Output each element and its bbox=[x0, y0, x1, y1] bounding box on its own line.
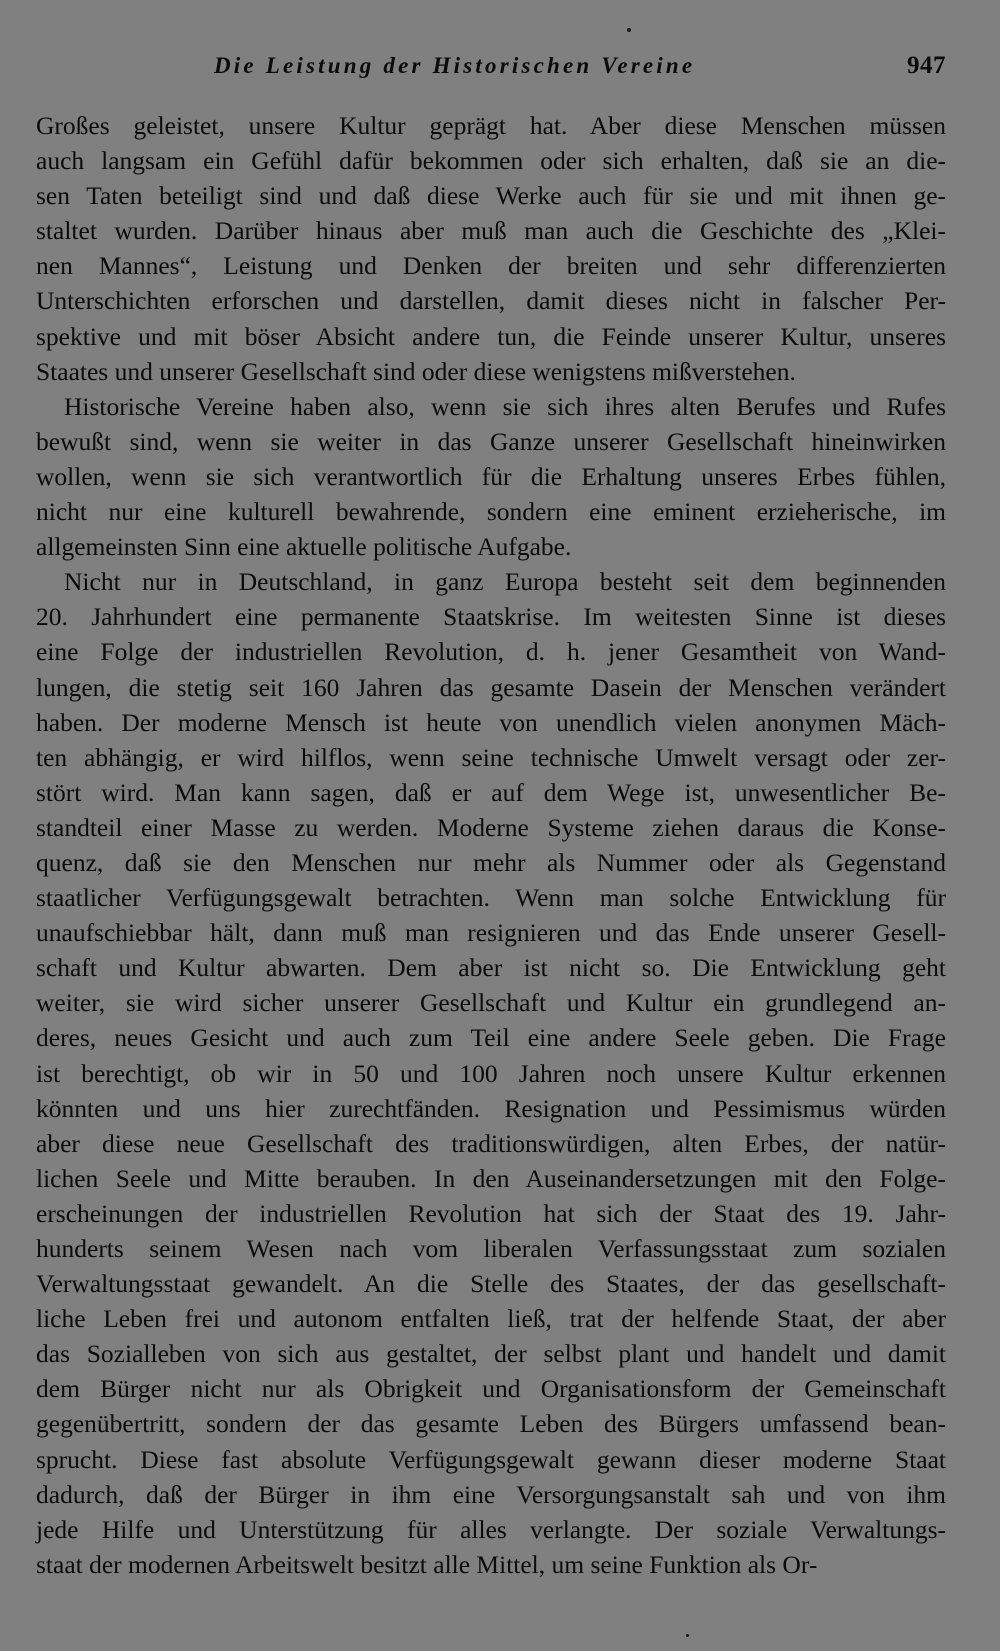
print-speck bbox=[686, 1634, 689, 1637]
text-line: Staates und unserer Gesellschaft sind oder diese wenigstens mißverstehen. bbox=[36, 356, 796, 386]
text-line: ist berechtigt, ob wir in 50 und 100 Jahren noch unsere Kultur erkennen bbox=[36, 1058, 946, 1088]
text-line: unaufschiebbar hält, dann muß man resignieren und das Ende unserer Gesell- bbox=[36, 918, 946, 948]
running-title: Die Leistung der Historischen Vereine bbox=[214, 53, 696, 78]
text-line: Historische Vereine haben also, wenn sie sich ihres alten Berufes und Rufes bbox=[64, 391, 946, 421]
text-line: liche Leben frei und autonom entfalten ließ, trat der helfende Staat, der aber bbox=[36, 1304, 946, 1334]
text-line: aber diese neue Gesellschaft des traditionswürdigen, alten Erbes, der natür- bbox=[36, 1128, 946, 1158]
text-line: bewußt sind, wenn sie weiter in das Ganze unserer Gesellschaft hineinwirken bbox=[36, 426, 946, 456]
text-line: wollen, wenn sie sich verantwortlich für die Erhaltung unseres Erbes fühlen, bbox=[36, 461, 946, 491]
text-line: lungen, die stetig seit 160 Jahren das gesamte Dasein der Menschen verändert bbox=[36, 672, 946, 702]
text-line: jede Hilfe und Unterstützung für alles verlangte. Der soziale Verwaltungs- bbox=[36, 1514, 946, 1544]
text-line: staltet wurden. Darüber hinaus aber muß man auch die Geschichte des „Klei- bbox=[36, 216, 946, 246]
text-line: standteil einer Masse zu werden. Moderne Systeme ziehen daraus die Konse- bbox=[36, 812, 946, 842]
paragraph bbox=[36, 564, 946, 1582]
print-speck bbox=[627, 28, 631, 32]
text-line: könnten und uns hier zurechtfänden. Resignation und Pessimismus würden bbox=[36, 1093, 946, 1123]
body-text bbox=[36, 108, 946, 1582]
text-line: haben. Der moderne Mensch ist heute von unendlich vielen anonymen Mäch- bbox=[36, 707, 946, 737]
text-line: sen Taten beteiligt sind und daß diese Werke auch für sie und mit ihnen ge- bbox=[36, 181, 946, 211]
text-line: dem Bürger nicht nur als Obrigkeit und Organisationsform der Gemeinschaft bbox=[36, 1374, 946, 1404]
page-number: 947 bbox=[907, 52, 946, 79]
text-line: allgemeinsten Sinn eine aktuelle politische Aufgabe. bbox=[36, 532, 572, 562]
text-line: gegenübertritt, sondern der das gesamte Leben des Bürgers umfassend bean- bbox=[36, 1409, 946, 1439]
text-line: weiter, sie wird sicher unserer Gesellschaft und Kultur ein grundlegend an- bbox=[36, 988, 946, 1018]
text-line: quenz, daß sie den Menschen nur mehr als Nummer oder als Gegenstand bbox=[36, 847, 946, 877]
paragraph bbox=[36, 389, 946, 564]
text-line: 20. Jahrhundert eine permanente Staatskrise. Im weitesten Sinne ist dieses bbox=[36, 602, 946, 632]
text-line: stört wird. Man kann sagen, daß er auf dem Wege ist, unwesentlicher Be- bbox=[36, 777, 946, 807]
text-line: das Sozialleben von sich aus gestaltet, der selbst plant und handelt und damit bbox=[36, 1339, 946, 1369]
paragraph bbox=[36, 108, 946, 389]
text-line: eine Folge der industriellen Revolution, d. h. jener Gesamtheit von Wand- bbox=[36, 637, 946, 667]
text-line: Unterschichten erforschen und darstellen, damit dieses nicht in falscher Per- bbox=[36, 286, 946, 316]
text-line: schaft und Kultur abwarten. Dem aber ist nicht so. Die Entwicklung geht bbox=[36, 953, 946, 983]
text-line: Großes geleistet, unsere Kultur geprägt hat. Aber diese Menschen müssen bbox=[36, 111, 946, 140]
text-line: staat der modernen Arbeitswelt besitzt alle Mittel, um seine Funktion als Or- bbox=[36, 1549, 818, 1579]
text-line: Nicht nur in Deutschland, in ganz Europa besteht seit dem beginnenden bbox=[64, 567, 946, 597]
text-line: sprucht. Diese fast absolute Verfügungsgewalt gewann dieser moderne Staat bbox=[36, 1444, 946, 1474]
text-line: nicht nur eine kulturell bewahrende, sondern eine eminent erzieherische, im bbox=[36, 497, 946, 527]
text-line: erscheinungen der industriellen Revolution hat sich der Staat des 19. Jahr- bbox=[36, 1198, 946, 1228]
text-line: Verwaltungsstaat gewandelt. An die Stelle des Staates, der das gesellschaft- bbox=[36, 1269, 946, 1299]
text-line: hunderts seinem Wesen nach vom liberalen Verfassungsstaat zum sozialen bbox=[36, 1234, 946, 1263]
page-header bbox=[36, 48, 946, 88]
text-line: staatlicher Verfügungsgewalt betrachten. Wenn man solche Entwicklung für bbox=[36, 883, 946, 913]
text-line: auch langsam ein Gefühl dafür bekommen oder sich erhalten, daß sie an die- bbox=[36, 146, 946, 176]
text-line: nen Mannes“, Leistung und Denken der breiten und sehr differenzierten bbox=[36, 251, 946, 281]
text-line: dadurch, daß der Bürger in ihm eine Versorgungsanstalt sah und von ihm bbox=[36, 1479, 946, 1509]
text-line: lichen Seele und Mitte berauben. In den Auseinandersetzungen mit den Folge- bbox=[36, 1163, 946, 1193]
text-line: spektive und mit böser Absicht andere tun, die Feinde unserer Kultur, unseres bbox=[36, 321, 946, 351]
text-line: ten abhängig, er wird hilflos, wenn seine technische Umwelt versagt oder zer- bbox=[36, 742, 946, 772]
text-line: deres, neues Gesicht und auch zum Teil eine andere Seele geben. Die Frage bbox=[36, 1023, 946, 1053]
